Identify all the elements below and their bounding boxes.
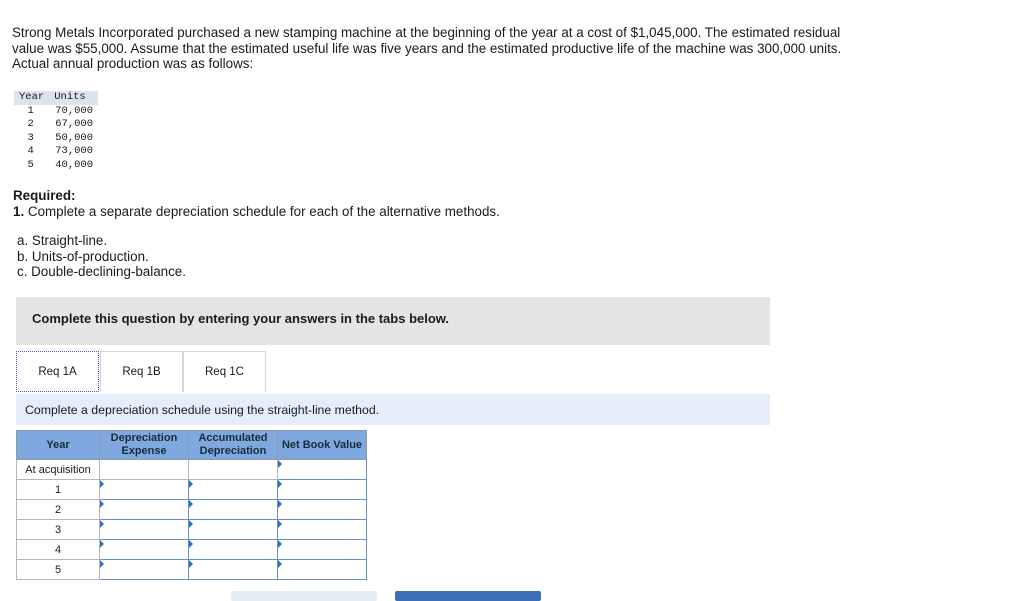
accumulated-depreciation-input[interactable] [189, 540, 278, 560]
row-year-label: 3 [17, 520, 100, 540]
depreciation-expense-input[interactable] [100, 480, 189, 500]
required-item [13, 204, 500, 220]
row-year-label: 4 [17, 540, 100, 560]
schedule-row [17, 560, 367, 580]
production-year: 4 [27, 145, 34, 157]
instructions-banner [16, 297, 770, 345]
schedule-row [17, 480, 367, 500]
accumulated-depreciation-input[interactable] [189, 500, 278, 520]
production-units: 50,000 [55, 131, 94, 144]
row-year-label: At acquisition [17, 460, 100, 480]
tab-req-1b[interactable]: Req 1B [100, 351, 183, 392]
schedule-row [17, 500, 367, 520]
schedule-row-acquisition [17, 460, 367, 480]
instruction-text: Complete a depreciation schedule using the straight-line method. [25, 403, 380, 417]
production-row [14, 118, 98, 132]
accumulated-depreciation-input[interactable] [189, 480, 278, 500]
accumulated-depreciation-input[interactable] [189, 560, 278, 580]
production-header-year: Year [14, 91, 49, 105]
net-book-value-input[interactable] [278, 460, 367, 480]
production-units: 40,000 [55, 158, 94, 171]
net-book-value-input[interactable] [278, 500, 367, 520]
header-net-book-value: Net Book Value [278, 431, 367, 460]
production-row [14, 105, 98, 119]
required-number: 1. [13, 204, 25, 219]
schedule-row [17, 520, 367, 540]
production-header-units: Units [49, 91, 98, 105]
alternative-item: a. Straight-line. [17, 233, 108, 248]
depreciation-expense-input[interactable] [100, 560, 189, 580]
row-year-label: 1 [17, 480, 100, 500]
required-section [13, 188, 500, 220]
tab-instruction [16, 394, 770, 425]
problem-intro: Strong Metals Incorporated purchased a new stamping machine at the beginning of the year at a cost of $1,045,000. The estimated residual value was $55,000. Assume that the estimated useful life was five years and the estimated productive life of the machine was 300,000 units. Actual annual production was as follows: [12, 25, 842, 72]
previous-tab-button[interactable] [231, 591, 377, 601]
required-label: Required: [13, 188, 76, 203]
tab-req-1a[interactable]: Req 1A [16, 351, 99, 392]
required-text: Complete a separate depreciation schedule for each of the alternative methods. [24, 204, 500, 219]
header-accumulated-depreciation: Accumulated Depreciation [189, 431, 278, 460]
accumulated-depreciation-input[interactable] [189, 520, 278, 540]
production-year: 5 [27, 158, 34, 171]
depreciation-schedule [16, 430, 367, 580]
production-row [14, 159, 98, 173]
production-units: 73,000 [55, 145, 94, 157]
next-tab-button[interactable] [395, 591, 541, 601]
net-book-value-input[interactable] [278, 540, 367, 560]
net-book-value-input[interactable] [278, 560, 367, 580]
production-row [14, 145, 98, 159]
alternatives-list [17, 233, 186, 280]
production-header-row [14, 91, 98, 105]
alternative-item: c. Double-declining-balance. [17, 264, 186, 280]
production-row [14, 132, 98, 146]
production-year: 2 [27, 118, 34, 130]
accumulated-cell-disabled [189, 460, 278, 480]
depreciation-expense-input[interactable] [100, 500, 189, 520]
depreciation-expense-input[interactable] [100, 520, 189, 540]
header-year: Year [17, 431, 100, 460]
production-units: 67,000 [55, 118, 94, 130]
production-units: 70,000 [55, 104, 94, 117]
banner-text: Complete this question by entering your answers in the tabs below. [32, 311, 450, 326]
production-year: 3 [27, 131, 34, 144]
header-depreciation-expense: Depreciation Expense [100, 431, 189, 460]
depreciation-cell-disabled [100, 460, 189, 480]
schedule-row [17, 540, 367, 560]
row-year-label: 5 [17, 560, 100, 580]
net-book-value-input[interactable] [278, 520, 367, 540]
tab-req-1c[interactable]: Req 1C [183, 351, 266, 392]
schedule-header-row [17, 431, 367, 460]
production-table [14, 91, 98, 172]
production-year: 1 [27, 104, 34, 117]
depreciation-expense-input[interactable] [100, 540, 189, 560]
net-book-value-input[interactable] [278, 480, 367, 500]
row-year-label: 2 [17, 500, 100, 520]
alternative-item: b. Units-of-production. [17, 248, 149, 264]
